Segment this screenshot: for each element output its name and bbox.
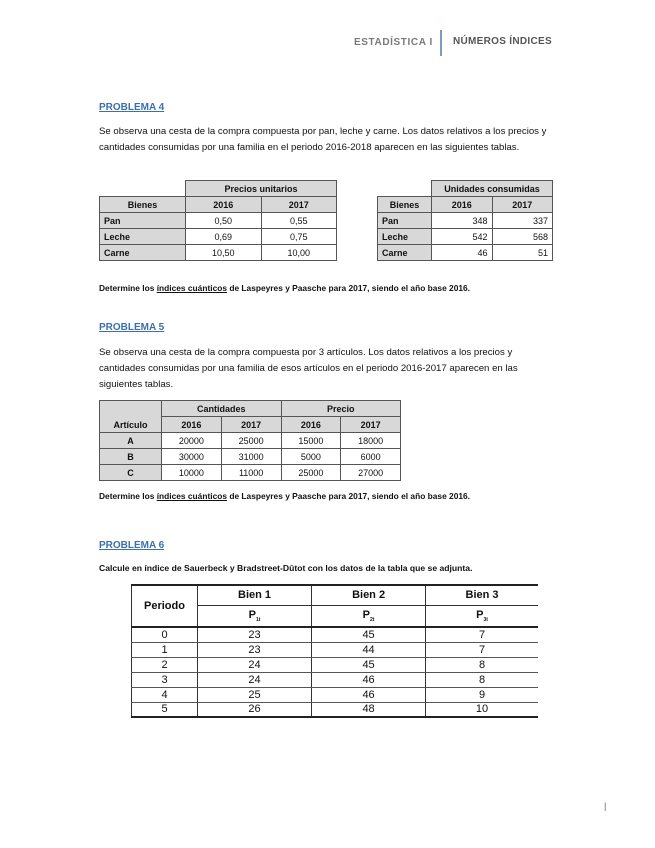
bien-header: Bien 3	[426, 585, 538, 605]
header-divider	[440, 30, 442, 56]
problem-5-text: Se observa una cesta de la compra compuesta por 3 artículos. Los datos relativos a los precios y cantidades consumidas por una familia de esos artículos en el periodo 2016-2017 aparecen en las siguientes tablas.	[99, 347, 518, 390]
quantities-year: 2017	[492, 197, 553, 213]
table-row: Carne 10,50 10,00	[100, 245, 337, 261]
price-symbol: $P_{1t}$	[198, 605, 312, 627]
table-row: Pan 348 337	[378, 213, 553, 229]
bien-header: Bien 2	[312, 585, 426, 605]
articles-col-header: Artículo	[100, 401, 162, 433]
table-row: Leche 0,69 0,75	[100, 229, 337, 245]
problem-5-instruction: Determine los índices cuánticos de Laspeyres y Paasche para 2017, siendo el año base 2016.	[99, 491, 471, 501]
table-row: Carne 46 51	[378, 245, 553, 261]
quantities-table	[377, 180, 553, 261]
price-group: Precio	[281, 401, 401, 417]
table-row: 4 25 46 9	[132, 687, 539, 702]
problem-4-text: Se observa una cesta de la compra compuesta por pan, leche y carne. Los datos relativos a los precios y cantidades consumidas por una familia en el periodo 2016-2018 aparecen en las siguientes tablas.	[99, 126, 547, 153]
page-number: I	[603, 800, 607, 814]
price-symbol: $P_{3t}$	[426, 605, 538, 627]
table-row: Leche 542 568	[378, 229, 553, 245]
problem-6-text: Calcule en índice de Sauerbeck y Bradstreet-Dûtot con los datos de la tabla que se adjunta.	[99, 563, 473, 573]
problem-6-title: PROBLEMA 6	[99, 540, 165, 551]
problem-4-instruction: Determine los índices cuánticos de Laspeyres y Paasche para 2017, siendo el año base 2016.	[99, 283, 471, 293]
price-symbol: $P_{2t}$	[312, 605, 426, 627]
prices-group-header: Precios unitarios	[186, 181, 337, 197]
prices-table	[99, 180, 337, 261]
quantities-year: 2016	[432, 197, 493, 213]
quantities-col-header: Bienes	[378, 197, 432, 213]
problem-5-title: PROBLEMA 5	[99, 322, 165, 333]
quantities-group-header: Unidades consumidas	[432, 181, 553, 197]
indices-cuanticos-link: índices cuánticos	[156, 491, 227, 501]
header-subject: ESTADÍSTICA I	[354, 37, 433, 48]
periods-table	[131, 584, 538, 718]
table-row: 1 23 44 7	[132, 642, 539, 657]
table-row: Pan 0,50 0,55	[100, 213, 337, 229]
articles-table: Artículo Cantidades Precio 2016 2017 2016 2017 A 20000 25000 15000 18000 B 30000 31000 5000 6000 C 10000 11000 25000 27000	[99, 400, 401, 481]
header-topic: NÚMEROS ÍNDICES	[453, 36, 552, 47]
problem-4-title: PROBLEMA 4	[99, 102, 165, 113]
table-row: 3 24 46 8	[132, 672, 539, 687]
table-row: 5 26 48 10	[132, 702, 539, 717]
table-row: B 30000 31000 5000 6000	[100, 449, 401, 465]
table-row: 0 23 45 7	[132, 627, 539, 642]
table-row: C 10000 11000 25000 27000	[100, 465, 401, 481]
prices-year: 2017	[261, 197, 337, 213]
indices-cuanticos-link: índices cuánticos	[156, 283, 227, 293]
table-row: A 20000 25000 15000 18000	[100, 433, 401, 449]
period-header: Periodo	[132, 585, 198, 627]
prices-col-header: Bienes	[100, 197, 186, 213]
quantities-group: Cantidades	[162, 401, 282, 417]
bien-header: Bien 1	[198, 585, 312, 605]
prices-year: 2016	[186, 197, 262, 213]
table-row: 2 24 45 8	[132, 657, 539, 672]
